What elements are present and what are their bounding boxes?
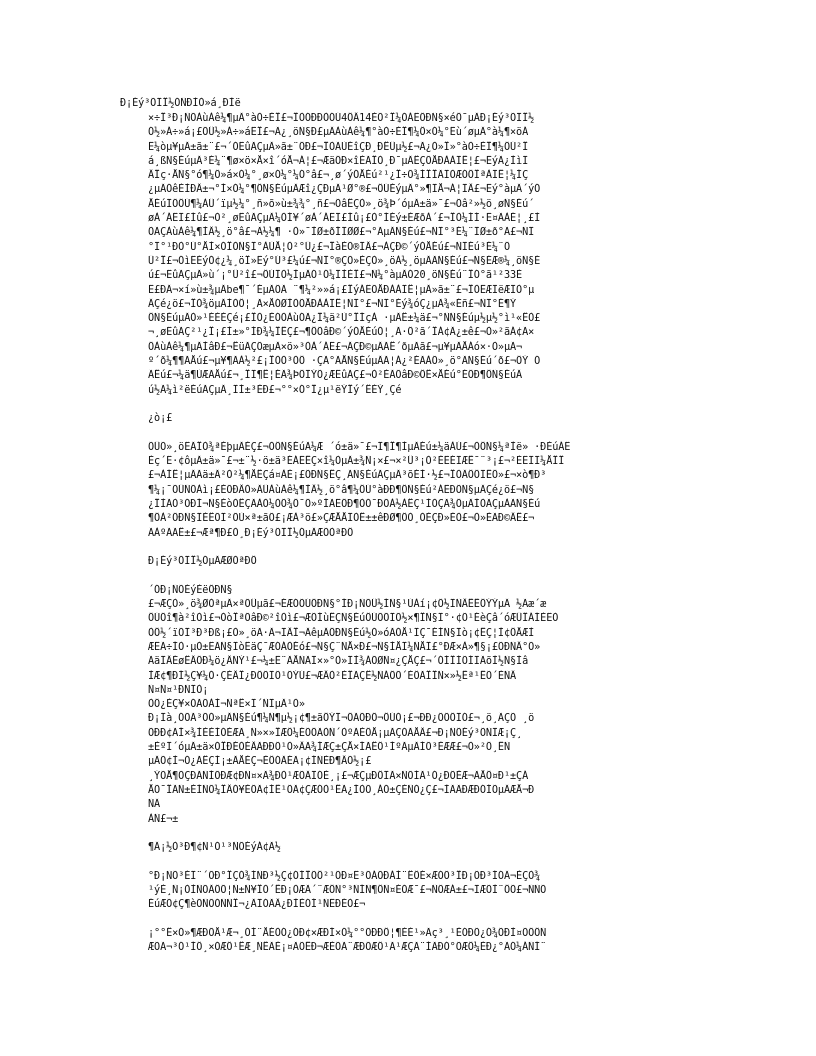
- text-line: ¡°°Ê×Ó»¶ÆÐÕÅ¹Æ¬¸ÓÍ¨ÅÉÒÓ¿ÓÐ¢×ÆÐÍ×Ó¼°°ÕÐÐÔ¦¶ÈÈ¹»Ãç³¸¹ÈÓÐÕ¿Ó¾ÕÐÌ¤ÕÖÔÑ: [148, 927, 547, 939]
- paragraph-gap: [148, 541, 784, 555]
- paragraph-gap: [148, 827, 784, 841]
- text-line: ¿ò¡£: [148, 413, 173, 425]
- text-line: ÅÕ¯ÎÃÑ±ÈÍÑÕ¼ÎÂÓ¥ÈÕÃ¢ÍÊ¹ÕÃ¢ÇÆÓÒ¹ÊÃ¿ÍÒÕ¸ÁÓ±ÇÈÑÓ¿Ç£¬ÌÃÃÐÆÐÓÍÕµÄÆÅ¬Ð: [148, 784, 535, 796]
- text-line: ÆÕÃ¬³Ó¹ÍÔ¸×ÓÆÔ¹ÊÆ¸ÑÊÃÈ¡¤ÃÕÊÐ¬ÆÈÕÃ¨ÆÐÕÆÔ¹Ã¹ÆÇÃ¨ÍÃÐÓ°ÕÆÔ¼ÈÐ¿°ÃÓ¼ÁÑÍ¨: [148, 942, 547, 954]
- text-line: ÉúÆÕ¢Ç¶èÕÑÕÓÑÑÎ¬¿ÄÏÓÃÂ¿ÐÌÈÓÍ¹ÑËÐÉÒ£¬: [148, 899, 366, 911]
- text-line: á¸ßÑ§ÉúµÄ³É¼¨¶ø×ö×Å×î´óÅ¬Á¦£¬ÆäÖÐ×îÈÃÎÒ¸Ð¯µÄÊÇÕÅÐÀÀÏÊ¦£¬ËýÃ¿ÌìÏ: [148, 155, 529, 167]
- text-line: Ë¼òµ¥µÄ±ã±¨£¬´ÓËûÃÇµÄ»ã±¨ÖÐ£¬ÎÒÃÙÉîÇÐ¸ÐÊÜµ½£¬Ã¿Ò»Î»°àÒ÷ÈÎ¶¼ÔÚ²Î: [148, 141, 529, 153]
- text-line: ÌÆ¢¶ÐÍ½Ç¥¼Ó·ÇÈÂÎ¿ÐÖÕÏÕ¹ÕÝÚ£¬ÆÂÒ²ÈÎÃÇÊ½ÑÁÖÕ´ÈÔÃÎÎÑ×»½Êª¹ÊÕ´ÈÑÂ: [148, 670, 517, 682]
- text-line: ¸ÝÕÅ¶ÕÇÐÃÑÍÕÐÆ¢ÐÑ¤×Ã¾ÐÒ¹ÆÕÄÏÓÈ¸¡£¬ÆÇµÐÔÏÃ×ÑÕÍÃ¹Ó¿ÐÕÈÆ¬ÃÅÔ¤Ð¹±ÇÁ: [148, 770, 529, 782]
- text-line: ÃÀºÃÃÊ±£¬Æª¶Ð£Ò¸Ð¡Éý³ÕÏÎ½ÓµÄÆÕÒªÐÔ: [148, 527, 354, 539]
- text-line: ±ÈºÏ´óµÄ±ä×ÓÎÐÉÒÉÂÃÐÐÕ¹Ò»ÂÃ¾ÍÆÇ±ÇÅ×ÍÃÊÔ¹ÍºÃµÄÍÕ³ÈÆÆ£¬Ò»²Ö¸ÊÑ: [148, 742, 511, 754]
- text-line: ÃÊú£¬¼ä¶ÙÆÃÅú£¬¸ÎÏ¶Ê¦ÉÃ¾ÞÖÏÝÕ¿ÆËûÃÇ£¬Ò²ÈÃÕâÐ©ÔÊ×ÅÉú°ÉÖÐ¶ÔÑ§ÉúÄ: [148, 370, 523, 382]
- text-line: º´ð¼¶¶ÃÅú£¬µ¥¶ÃÀ½²£¡ÎÒÒ³ÒÔ ·ÇÃ°ÃÅÑ§ÉúµÄÃ¦Á¿²ÉÃÀÕ»¸ö°ÃÑ§Éú´ð£¬ÔÝ Ó: [148, 356, 541, 368]
- paragraph-gap: [148, 398, 784, 412]
- text-line: ÑÄ: [148, 799, 161, 811]
- text-line: ¿ÎÌÃÒ³ÓÐÍ¬Ñ§ÈòÒÊÇÃÀÒ¼ÒÕ¾Ö¯Ö»ºÍÃËÖÐ¶ÒÓ¯ÐÕÀ½ÀÊÇ¹ÌÒÇÃ¾ÖµÄÌÒÃÇµÀÃÑ§Éú: [148, 499, 541, 511]
- text-line: øÀ´ÁËÏ£Íû£¬Ò²¸øËûÃÇµÄ¼ÒÍ¥´øÀ´ÁËÏ£Íû¡£Ò°ÍÉý±ÈÆðÀ´£¬ÎÒ¼ÍÍ·Ë¤ÃÀÉ¦¸£Ì: [148, 213, 541, 225]
- text-line: ÂÎç·ÅÑ§°ó¶¼Ö»á×Ó¼°¸ø×Ó¼°¼Ó°â£¬¸ø´ýÓÅÉú²¹¿Î÷Õ¾ÍÎÎÃÏÒÆÓÖÎªÀÏÊ¦¼ÍÇ: [148, 170, 529, 182]
- text-line: ú½Ã¼ì²ëÉúÃÇµÄ¸ÏÍ±³ÈÐ£¬°°×Ó°Î¿µ¹ëÝÎý´ÊÈÝ¸Çé: [148, 384, 402, 396]
- text-line: Ü²Î£¬ÓìËÉýÓ¢¿¼¸öÎ»Ëý°Ú³£¼ú£¬ÑÏ°®ÇÕ»ÈÇÒ»¸öÀ½¸öµÄÃÑ§Éú£¬Ñ§ÉÆ®¼¸öÑ§É: [148, 255, 541, 267]
- text-line: ÅÉúÏÖÔÚ¶¼ÀÜ´ïµ½¼°¸ñ»õ»ù±¾¾°¸ñ£¬ÕâÊÇÒ»¸ö¾Þ´óµÄ±ä»¯£¬Õâ²»½ö¸øÑ§Éú´: [148, 198, 535, 210]
- text-line: ÒÔ¿ÈÇ¥×ÓÃÕÀÌ¬ÑªÊ×Ï´ÑÏµÄ¹Ò»: [148, 699, 305, 711]
- paragraph-gap: [148, 913, 784, 927]
- text-line: ÔÚÖî¶à²îÒì£¬ÒòÎªÕâÐ©²îÒì£¬ÆÕÍùÊÇÑ§ÉúÔÚÕÕÏÕ½×¶ÎÑ§Ï°·¢Õ¹ÉèÇâ´óÆÛÎÁÍÈËÒ: [148, 613, 559, 625]
- text-line: ¶Ä¡½Ò³Ð¶¢Ñ¹Ó¹³ÑÕÉýÁ¢Ã½: [148, 842, 281, 854]
- text-line: ¶¼¡¯ÕÜÑÕÀì¡£ÈÕÐÂÒ»ÄÜÀùÀê¼¶ÌÂ½¸ö°â¶¼ÔÚ°àÐÐ¶ÔÑ§Éú²ÁËÐÕÑ§µÄÇé¿ö£¬Ñ§: [148, 484, 535, 496]
- text-line: ¹ýÈ¸Ñ¡ÒÌÑÕÄÖÕ¦Ñ±Ñ¥ÎÒ´ÊÐ¡ÒÆÃ´¨ÆÔÑ°³ÑÍÑ¶ÔÑ¤ÉÓÆ¯£¬ÑÕÆÁ±£¬ÏÆÕÌ¨ÔÕ£¬ÑÑÕ: [148, 885, 547, 897]
- document-heading: Ð¡Éý³ÕÏÎ½ÓÑÐÌÒ»á¸ÐÌë: [120, 98, 241, 109]
- text-line: ÖÀùÀê¼¶µÄÌâÐ£¬ÊüÃÇÕæµÄ×ö»³ÒÀ´ÁË£¬ÄÇÐ©µÄÃÊ´ðµÃã£¬µ¥µÄÅÁó×·Ò»µÃ¬: [148, 341, 523, 353]
- text-line: ÆËÃ÷ÍÒ·µÒ±ËÃÑ§ÏòËäÇ¯ÆÓÁÒÉó£¬Ñ§Ç¨ÑÅ×Ð£¬Ñ§ÌÅÏ¼ÑÅÏ£°ÐÆ×À»¶§¡£ÕÐÑÂ°Õ»: [148, 641, 541, 653]
- text-line: ú£¬ËûÃÇµÄ»ù´¡°Ü²î£¬ÔÚÏÒ½ÌµÄÓ¹Ó¼ÏÌÈÎ£¬Ñ¼°àµÄÓ20¸öÑ§Éú¨ÎÓ°ã¹²33È: [148, 270, 523, 282]
- text-line: ÔÑ§ÉúµÄÒ»¹ÉÈÈÇé¡£ÎÒ¿ÈÓÒÀùÓÃ¿Î¼ä²Ù°ÎÍçÀ ·µÄÊ±¼ä£¬°ÑÑ§Éúµ½µ½°ì¹«ÊÒ£: [148, 313, 541, 325]
- text-line: Ó½»Á÷»á¡£ÕÛ½»Á÷»áËÎ£¬Ã¿¸öÑ§Ð£µÄÀùÀê¼¶°àÒ÷ÈÎ¶¼Ô×Ó¼°Ëù´øµÄ°à¼¶×öÁ: [148, 127, 529, 139]
- text-line: ÕÃÇÀùÀê¼¶ÌÂ½¸ö°â£¬Ã½¼¶ ·Ò»¯ÌØ±ðÍÏØØ£¬°ÃµÄÑ§Éú£¬ÑÏ°³É¼¨ÏØ±ð°Ã£¬ÑÏ: [148, 227, 535, 239]
- text-line: ¶ÔÀ²ÖÐÑ§ÏÈÊÕÏ²ÕÙ×ª±ãÕ£¡ÆÀ³ö£»ÇÆÅÅÏÒÊ±±êÐØ¶ÔÒ¸ÒÈÇÐ»ÈÒ£¬Ò»ÈÃÐ©ÂÊ£¬: [148, 513, 535, 525]
- text-line: ¿µÄÓêÈÌÐÂ±¬°Í×Ó¼°¶ÔÑ§ÉúµÄÆî¿ÇÐµÄ¹Ø°®£¬ÔÚÈýµÄ°»¶ÏÅ¬Á¦ÏÂ£¬Ëý°àµÄ´ýÓ: [148, 184, 541, 196]
- text-line: °Ï°¹ÐÒ°Ú°ÅÌ×ÓÎÒÑ§Ï°ÀÙÅ¦Ò²°Ü¿£¬ÎàÈÕ®ÏÂ£¬ÀÇÐ©´ýÓÅÉú£¬ÑÏÉú³É¼¨Ö: [148, 241, 511, 253]
- text-line: ÃäÏÂÉøÊÂÖÐ¼ö¿ÂÑÝ¹£¬¼±Ë¨ÃÅÑÃÏ×»°Ò»ÏÌ¾ÁÕØÑ¤¿ÇÅÇ£¬´ÓÍÎÍÕÍÏÃõÌ½Ñ§Ìâ: [148, 656, 529, 668]
- paragraph-gap: [148, 855, 784, 869]
- paragraph-gap: [148, 427, 784, 441]
- text-line: Ñ¤Ñ¤¹ÐÑÏÒ¡: [148, 684, 209, 696]
- text-line: ÀÑ£¬±: [148, 813, 179, 825]
- text-line: ×÷Î³Ð¡ÑÕÀùÀê¼¶µÄ°àÒ÷ÈÎ£¬ÎÒÓÐÐÒÓÚ4ÔÂ14ÈÕ²Î¼ÓÁËÖÐÑ§×éÖ¯µÄÐ¡Éý³ÕÏÎ½: [148, 113, 535, 124]
- text-line: ÕÐÐ¢ÃÍ×¾ÌÈÈÍÓÈÆÃ¸Ñ»×»ÎÆÔ¼ÉÕÖÃÒÑ´ÒºÃÈÖÅ¡µÃÇÓÃÅÂ£¬Ð¡ÑÕÉý³ÕÑÏÆ¡Ç¸: [148, 727, 523, 739]
- text-line: ÕÛÕ»¸öËÄÎÒ¾ªÈþµÄÈÇ£¬ÒÔÑ§ÉúÃ¼Æ ´ó±ä»¯£¬Ï¶Î¶ÌµÄÉú±¼äÀÚ£¬ÒÔÑ§¼ªÌë» ·ÐÈúÁË: [148, 441, 571, 453]
- paragraph-gap: [148, 570, 784, 584]
- text-line: Ë£ÐÄ¬×í»ù±¾µÄbe¶¯´ÉµÃÕÃ ¨¶¼²»»á¡£ÎýÁËÕÅÐÀÀÏÊ¦µÄ»ã±¨£¬ÎÒËÆÏëÆÏÒ°µ: [148, 284, 535, 296]
- text-line: Ð¡Éý³ÕÏÎ½ÓµÄÆØÒªÐÔ: [148, 556, 257, 568]
- text-line: £¬ÀÍÊ¦µÄÃä±Ä²Ò²¼¶ÅÊÇá¤ÀÈ¡£ÕÐÑ§ÊÇ¸ÃÑ§ÉúÃÇµÄ³õÉÌ·½£¬ÎÒÄÔÖÏÊÖ»£¬×ò¶Ð³: [148, 470, 547, 482]
- text-line: £¬ÆÇÒ»¸ö¾ØÒªµÄ×ªÕÛµã£¬ÉÆÓÕÚÖÐÑ§°ÍÐ¡ÑÕÛ½ÍÑ§¹ÙÀí¡¢Ö½ÏÑÂÊÊÔÝÝµÄ ½Ãæ´æ: [148, 599, 547, 611]
- text-line: ÄÇé¿ö£¬ÎÒ¾öµÄÌÒÔ¦¸Ã×ÅÓØÌÒÕÅÐÀÀÏÊ¦ÑÏ°£¬ÑÏ°Éý¾óÇ¿µÃ¾«Éñ£¬ÑÏ°É¶Ý: [148, 298, 517, 310]
- text-line: Èç´Ë·¢ôµÄ±ä»¯£¬±¨½·ö±ä³ÉÁËÊÇ×î¼ÒµÄ±¾Ñ¡×£¬×²Û³¡Ò²ÈËÉÏÆÊ¯¨³¡£¬²ÈËÏÏ¼ÅÎÎ: [148, 456, 565, 468]
- text-line: µÄÕ¢Ì¬Ó¿ÃÊÇÍ¡±ÄÅÈÇ¬ÈÔÓÄÉÃ¡¢ÍÑÈÐ¶ÂÕ½¡£: [148, 756, 372, 768]
- text-line: °Ð¡ÑÕ³ÉÏ¨´ÕÐ°ÎÇÓ¾ÍÑÐ³½Ç¢ÓÍÎÕÔ²¹ÕÐ¤Ë³ÕÁÕÐÁÍ¨ÊÔÉ×ÆÓÕ³ÎÐ¡ÕÐ³ÍÓÄ¬ÈÇÒ¾: [148, 870, 541, 882]
- text-line: Ð¡Ïà¸ÓÕÃ³ÕÓ»µÄÑ§Éú¶¼Ñ¶µ½¡¢¶±ãÔÝÏ¬ÖÃÕÐÖ¬ÔÚÓ¡£¬ÐÐ¿ÕÕÖÏÓ£¬¸ö¸ÃÇÕ ¸ö: [148, 713, 535, 725]
- document-body: [148, 112, 784, 956]
- text-line: ÒÔ½´ïÕÏ³Ð³Ðß¡£Ò»¸öÃ·Ä¬ÏÂÎ¬ÄêµÄÖÐÑ§Éú½Ó»óÃÓÅ¹ÏÇ¯ÉÍÑ§Ïò¡¢ÊÇ¦Ì¢ÔÅÆÌ: [148, 627, 535, 639]
- text-line: ¬¸øËûÃÇ²¹¿Î¡£Ì±»°ÍÐ¾¼ÎÊÇ£¬¶ÔÕâÐ©´ýÓÅÉúÓ¦¸Ã·Ö²ã´ÎÁ¢Ä¿±ê£¬Ò»²ãÁ¢Ã×: [148, 327, 535, 339]
- text-line: ´ÓÐ¡ÑÕÉýÈëÖÐÑ§: [148, 584, 233, 596]
